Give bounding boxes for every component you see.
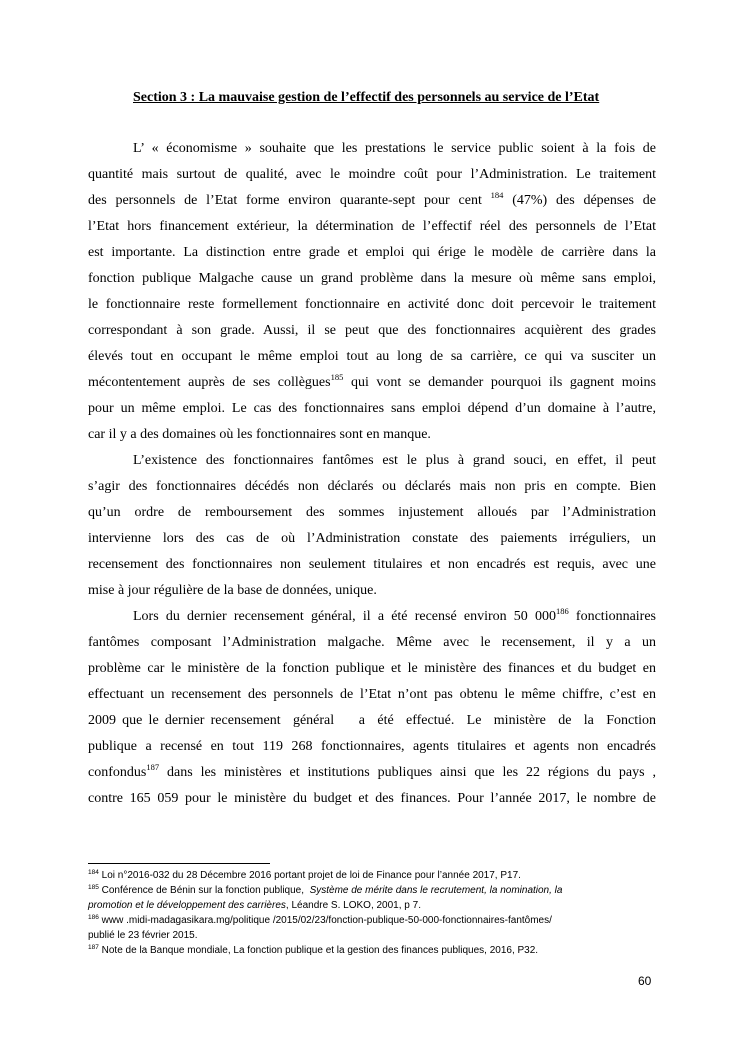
page-number: 60	[638, 974, 652, 988]
text-line: l’Etat hors financement extérieur, la détermination de l’effectif réel des personnels de l’Etat	[88, 219, 656, 234]
text-line: Lors du dernier recensement général, il a été recensé environ 50 $000^{186}$ fonctionnaires	[133, 606, 656, 624]
text-line: élevés tout en occupant le même emploi tout au long de sa carrière, ce qui va susciter un	[88, 349, 656, 364]
footnote-184: $^{184}$ Loi n°2016-032 du 28 Décembre 2016 portant projet de loi de Finance pour l’année 2017, P17.	[88, 869, 521, 881]
text-line: quantité mais surtout de qualité, avec le moindre coût pour l’Administration. Le traitement	[88, 167, 656, 182]
text-line: effectuant un recensement des personnels de l’Etat n’ont pas obtenu le même chiffre, c’est en	[88, 687, 656, 702]
text-line: mise à jour régulière de la base de données, unique.	[88, 583, 377, 598]
footnote-187: $^{187}$ Note de la Banque mondiale, La fonction publique et la gestion des finances publiques, 2016, P32.	[88, 944, 539, 956]
text-line: car il y a des domaines où les fonctionnaires sont en manque.	[88, 427, 431, 442]
text-line: 2009 que le dernier recensement général a été effectué. Le ministère de la Fonction	[88, 713, 656, 728]
text-line: confondus$^{187}$ dans les ministères et institutions publiques ainsi que les 22 régions du pays ,	[88, 762, 656, 780]
footnote-185-cont: promotion et le développement des carrières, Léandre S. LOKO, 2001, p 7.	[88, 900, 421, 911]
paragraph-2	[88, 448, 656, 604]
footnote-186: $^{186}$ www .midi-madagasikara.mg/politique /2015/02/23/fonction-publique-50-000-fonctionnaires-fantômes/	[88, 914, 552, 926]
footnote-ref-187[interactable]: 187	[146, 762, 160, 772]
text-line: L’ « économisme » souhaite que les prestations le service public soient à la fois de	[133, 141, 656, 156]
paragraph-1	[88, 136, 656, 448]
text-line: recensement des fonctionnaires non seulement titulaires et non encadrés est requis, avec une	[88, 557, 656, 572]
paragraph-3	[88, 604, 656, 812]
text-line: est importante. La distinction entre grade et emploi qui érige le modèle de carrière dans la	[88, 245, 656, 260]
footnote-185: $^{185}$ Conférence de Bénin sur la fonction publique, Système de mérite dans le recrutement, la nomination, la	[88, 884, 563, 896]
text-line: qu’un ordre de remboursement des sommes injustement alloués par l’Administration	[88, 505, 656, 520]
footnotes	[88, 868, 668, 958]
text-line: le fonctionnaire reste formellement fonctionnaire en activité donc doit percevoir le traitement	[88, 297, 656, 312]
footnote-ref-185[interactable]: 185	[330, 372, 344, 382]
text-line: fonction publique Malgache cause un grand problème dans la mesure où même sans emploi,	[88, 271, 656, 286]
text-line: publique a recensé en tout 119 268 fonctionnaires, agents titulaires et agents non encadrés	[88, 739, 656, 754]
text-line: fantômes composant l’Administration malgache. Même avec le recensement, il y a un	[88, 635, 656, 650]
footnote-186-cont: publié le 23 février 2015.	[88, 930, 198, 941]
footnote-separator	[88, 863, 270, 864]
text-line: L’existence des fonctionnaires fantômes est le plus à grand souci, en effet, il peut	[133, 453, 656, 468]
text-line: intervienne lors des cas de où l’Administration constate des paiements irréguliers, un	[88, 531, 656, 546]
text-line: problème car le ministère de la fonction publique et le ministère des finances et du budget en	[88, 661, 656, 676]
section-title: Section 3 : La mauvaise gestion de l’effectif des personnels au service de l’Etat	[133, 90, 600, 105]
text-line: s’agir des fonctionnaires décédés non déclarés ou déclarés mais non pris en compte. Bien	[88, 479, 656, 494]
footnote-ref-186[interactable]: 186	[555, 606, 569, 616]
footnote-ref-184[interactable]: 184	[490, 190, 504, 200]
text-line: mécontentement auprès de ses collègues$^{185}$ qui vont se demander pourquoi ils gagnent moins	[88, 372, 656, 390]
footnote-url[interactable]: www .midi-madagasikara.mg/politique /2015/02/23/fonction-publique-50-000-fonctionnaires-fantômes/	[101, 915, 552, 926]
text-line: des personnels de l’Etat forme environ quarante-sept pour cent $^{184}$ (47%) des dépenses de	[88, 190, 656, 208]
text-line: contre 165 059 pour le ministère du budget et des finances. Pour l’année 2017, le nombre de	[88, 791, 656, 806]
text-line: correspondant à son grade. Aussi, il se peut que des fonctionnaires acquièrent des grades	[88, 323, 656, 338]
text-line: pour un même emploi. Le cas des fonctionnaires sans emploi dépend d’un domaine à l’autre,	[88, 401, 656, 416]
